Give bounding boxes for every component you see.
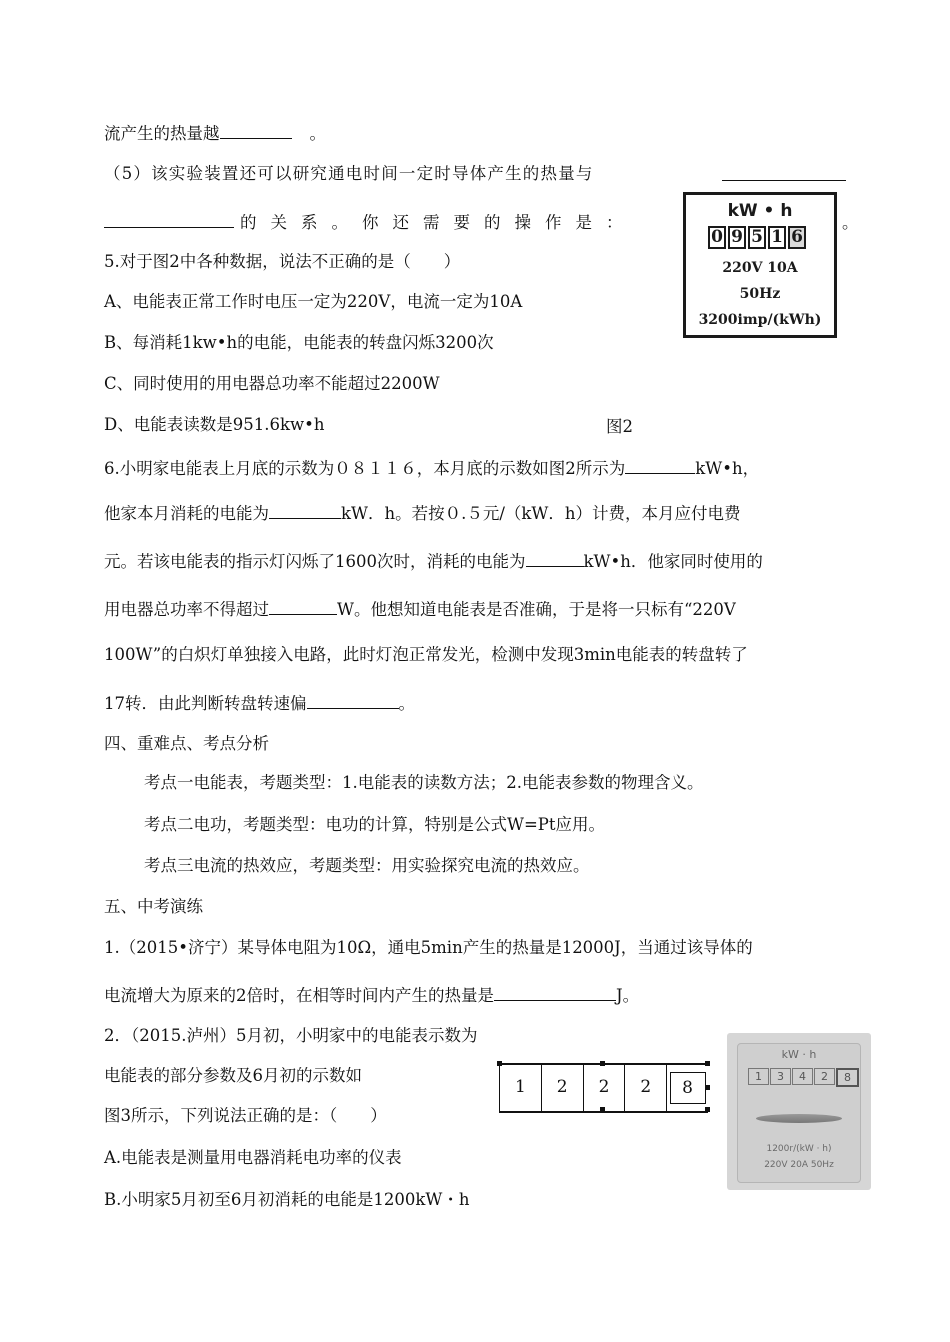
meter-digit: 1 — [768, 226, 786, 249]
meter-unit: kW • h — [727, 201, 793, 221]
question-6-line-6 — [104, 690, 415, 716]
meter-reading-display — [499, 1063, 708, 1113]
meter-digit: 2 — [814, 1068, 835, 1085]
line-text: kW•h．他家同时使用的 — [583, 552, 763, 571]
option-b: B、每消耗1kw•h的电能，电能表的转盘闪烁3200次 — [104, 333, 494, 352]
reading-digit-text: 8 — [670, 1072, 706, 1104]
answer-blank[interactable] — [269, 500, 341, 519]
meter-digit-decimal: 6 — [788, 226, 806, 249]
answer-blank[interactable] — [526, 548, 584, 567]
reading-digit: 1 — [499, 1065, 542, 1111]
key-point-1: 考点一电能表，考题类型：1.电能表的读数方法；2.电能表参数的物理含义。 — [144, 773, 704, 792]
answer-blank[interactable] — [307, 690, 399, 709]
line-text: 电流增大为原来的2倍时，在相等时间内产生的热量是 — [104, 986, 494, 1005]
line-text: J。 — [616, 986, 640, 1005]
answer-blank[interactable] — [104, 209, 234, 228]
reading-digit: 2 — [625, 1065, 667, 1111]
electric-meter-figure — [683, 192, 837, 338]
meter-spec: 220V 20A 50Hz — [764, 1160, 834, 1170]
meter-plate — [737, 1043, 861, 1183]
line-text: W。他想知道电能表是否准确，于是将一只标有“220V — [337, 600, 736, 619]
meter-disc — [756, 1114, 842, 1123]
meter-spec: 220V 10A — [722, 260, 798, 276]
line-text: kW．h。若按０.５元/（kW．h）计费，本月应付电费 — [341, 504, 741, 523]
section-heading-4: 四、重难点、考点分析 — [104, 734, 269, 753]
line-text: 6.小明家电能表上月底的示数为０８１１６，本月底的示数如图2所示为 — [104, 459, 626, 478]
practice-1-line-1: 1.（2015•济宁）某导体电阻为10Ω，通电5min产生的热量是12000J，当通过该导体的 — [104, 938, 753, 957]
line-text: 的关系。你还需要的操作是： — [240, 213, 637, 232]
meter-unit: kW · h — [781, 1048, 817, 1061]
reading-digit: 2 — [584, 1065, 626, 1111]
resize-handle — [600, 1107, 605, 1112]
resize-handle — [705, 1085, 710, 1090]
text-line — [104, 120, 326, 146]
answer-blank[interactable] — [220, 120, 292, 139]
practice-1-line-2 — [104, 982, 639, 1008]
question-6-line-2 — [104, 500, 740, 526]
practice-2-line-3: 图3所示，下列说法正确的是：（ ） — [104, 1106, 387, 1125]
meter-spec: 1200r/(kW · h) — [766, 1144, 832, 1154]
meter-digit: 1 — [748, 1068, 769, 1085]
question-6-line-4 — [104, 596, 736, 622]
line-text: 。 — [398, 694, 415, 713]
line-text: kW•h， — [695, 459, 760, 478]
line-text: （5）该实验装置还可以研究通电时间一定时导体产生的热量与 — [104, 164, 594, 183]
section-heading-5: 五、中考演练 — [104, 897, 203, 916]
resize-handle — [705, 1061, 710, 1066]
question-5: 5.对于图2中各种数据，说法不正确的是（ ） — [104, 252, 461, 271]
meter-spec: 50Hz — [739, 286, 781, 302]
text-line — [104, 209, 637, 235]
meter-digit: 4 — [792, 1068, 813, 1085]
resize-handle — [497, 1061, 502, 1066]
option-c: C、同时使用的用电器总功率不能超过2200W — [104, 374, 440, 393]
meter-digit: 5 — [748, 226, 766, 249]
practice-2-option-b: B.小明家5月初至6月初消耗的电能是1200kW・h — [104, 1190, 470, 1209]
reading-digit-decimal — [667, 1065, 708, 1111]
text-line — [104, 162, 594, 186]
answer-blank[interactable] — [269, 596, 337, 615]
line-text: 用电器总功率不得超过 — [104, 600, 269, 619]
answer-blank[interactable] — [625, 455, 695, 474]
key-point-2: 考点二电功，考题类型：电功的计算，特别是公式W=Pt应用。 — [144, 815, 606, 834]
reading-digit: 2 — [542, 1065, 584, 1111]
question-6-line-5: 100W”的白炽灯单独接入电路，此时灯泡正常发光，检测中发现3min电能表的转盘转了 — [104, 645, 748, 664]
key-point-3: 考点三电流的热效应，考题类型：用实验探究电流的热效应。 — [144, 856, 590, 875]
line-text: 17转．由此判断转盘转速偏 — [104, 694, 307, 713]
meter-photo — [727, 1033, 871, 1190]
line-text: 。 — [309, 124, 326, 143]
figure-2-caption: 图2 — [606, 417, 633, 436]
meter-digit: 9 — [728, 226, 746, 249]
option-d: D、电能表读数是951.6kw•h — [104, 415, 325, 434]
practice-2-option-a: A.电能表是测量用电器消耗电功率的仪表 — [104, 1148, 402, 1167]
meter-spec: 3200imp/(kWh) — [698, 312, 822, 328]
answer-blank[interactable] — [722, 162, 846, 181]
meter-digit-decimal: 8 — [836, 1068, 859, 1087]
question-6-line-3 — [104, 548, 763, 574]
option-a: A、电能表正常工作时电压一定为220V，电流一定为10A — [104, 292, 523, 311]
practice-2-line-2: 电能表的部分参数及6月初的示数如 — [104, 1066, 362, 1085]
line-text: 流产生的热量越 — [104, 124, 220, 143]
resize-handle — [705, 1107, 710, 1112]
practice-2-line-1: 2．（2015.泸州）5月初，小明家中的电能表示数为 — [104, 1026, 478, 1045]
question-6-line-1 — [104, 455, 759, 481]
resize-handle — [600, 1061, 605, 1066]
meter-digit: 0 — [708, 226, 726, 249]
meter-digit-row — [748, 1068, 860, 1087]
line-text: 他家本月消耗的电能为 — [104, 504, 269, 523]
line-text: 。 — [842, 213, 859, 232]
meter-digit: 3 — [770, 1068, 791, 1085]
line-text: 元。若该电能表的指示灯闪烁了1600次时，消耗的电能为 — [104, 552, 526, 571]
meter-digit-row — [708, 226, 808, 249]
answer-blank[interactable] — [494, 982, 616, 1001]
